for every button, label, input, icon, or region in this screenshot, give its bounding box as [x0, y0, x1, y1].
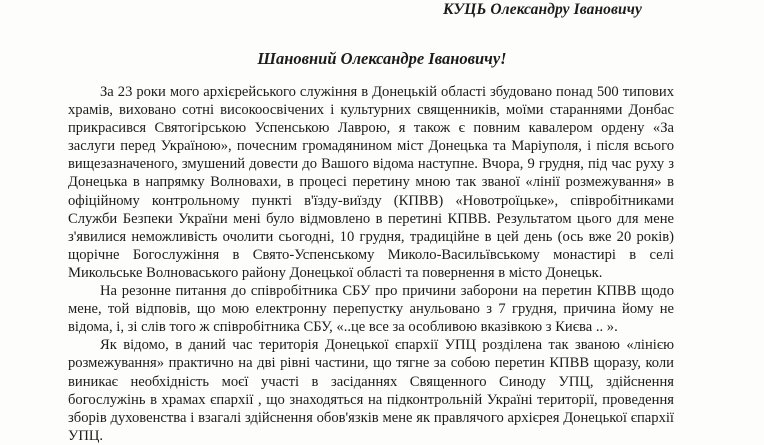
paragraph-2: На резонне питання до співробітника СБУ про причини заборони на перетин КПВВ щодо мене, той відповів, що мою електронну перепустку анульовано з 7 грудня, причина йому не відома, і, зі слів того ж співробітника СБУ, «..це все за особливою вказівкою з Києва .. ». [68, 283, 674, 336]
letter-body [68, 83, 674, 445]
salutation: Шановний Олександре Івановичу! [257, 49, 507, 68]
paragraph-1: За 23 роки мого архієрейського служіння в Донецькій області збудовано понад 500 типових храмів, виховано сотні високоосвічених і культурних священників, моїми стараннями Донбас прикрасився Святогірською Успенською Лаврою, я також є повним кавалером ордену «За заслуги перед Україною», почесним громадянином міст Донецька та Маріуполя, і після всього вищезазначеного, змушений довести до Вашого відома наступне. Вчора, 9 грудня, під час руху з Донецька в напрямку Волновахи, в процесі перетину мною так званої «лінії розмежування» в офіційному контрольному пункті в'їзду-виїзду (КПВВ) «Новотроїцьке», співробітниками Служби Безпеки України мені було відмовлено в перетині КПВВ. Результатом цього для мене з'явилися неможливість очолити сьогодні, 10 грудня, традиційне в цей день (ось вже 20 років) щорічне Богослужіння в Свято-Успенському Миколо-Васильївському монастирі в селі Микольське Волноваського району Донецької області та повернення в місто Донецьк. [68, 84, 674, 281]
addressee-line: КУЦЬ Олександру Івановичу [443, 1, 642, 18]
paragraph-3: Як відомо, в даний час територія Донецької єпархії УПЦ розділена так званою «лінією розмежування» практично на дві рівні частини, що тягне за собою перетин КПВВ щоразу, коли виникає необхідність моєї участі в засіданнях Священного Синоду УПЦ, здійснення богослужінь в храмах єпархії , що знаходяться на підконтрольній Україні території, проведення зборів духовенства і взагалі здійснення обов'язків мене як правлячого архієрея Донецької єпархії УПЦ. [68, 337, 674, 444]
